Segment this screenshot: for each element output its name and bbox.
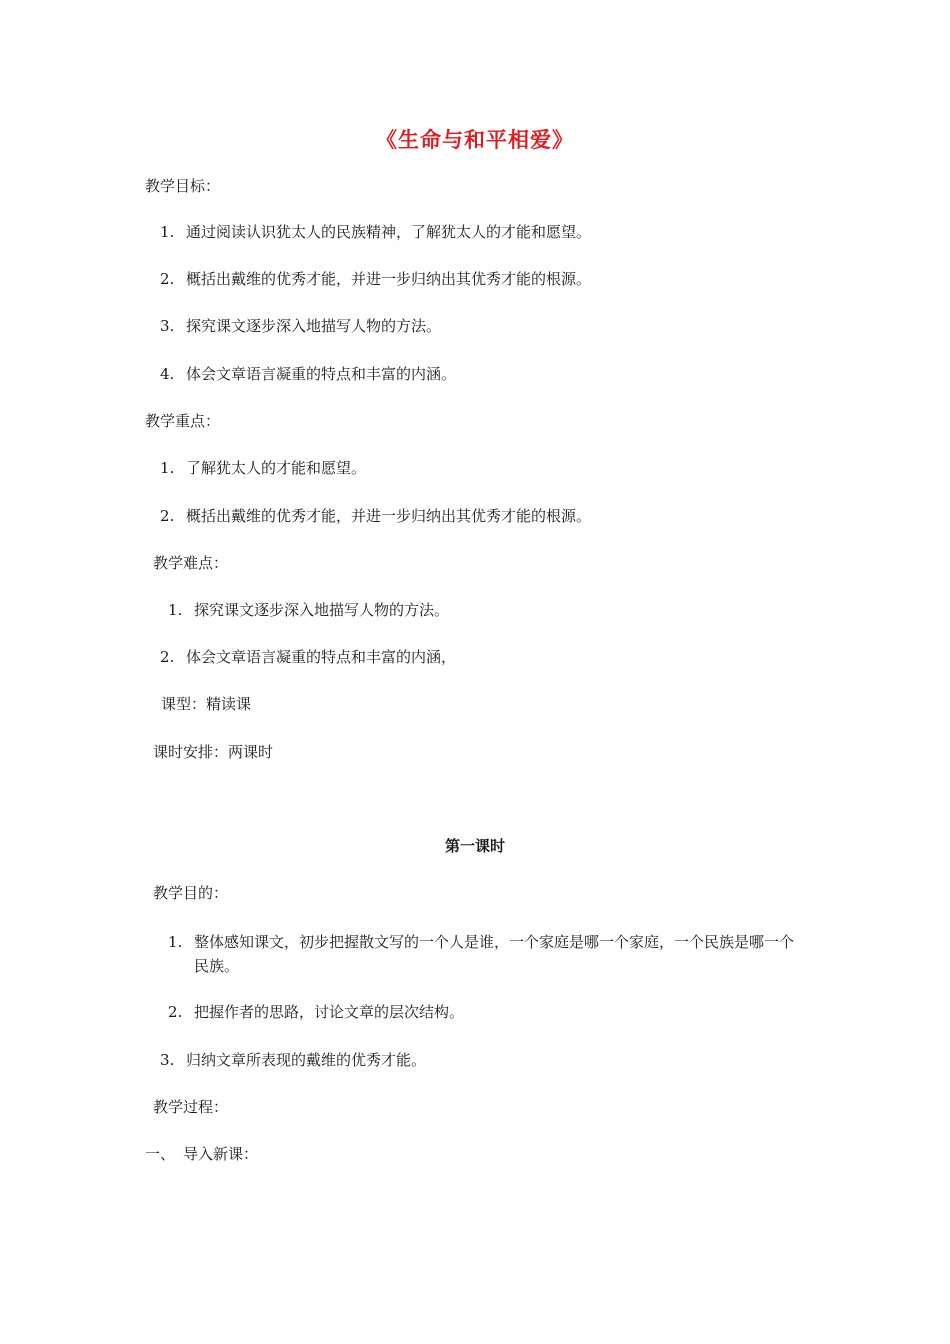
list-text: 探究课文逐步深入地描写人物的方法。 [194, 601, 450, 619]
key-points-heading: 教学重点： [145, 412, 221, 430]
lesson-type: 课型：精读课 [161, 695, 252, 713]
difficulty-item [168, 600, 449, 620]
process-step [145, 1144, 258, 1164]
key-point-item [160, 458, 366, 478]
list-number: 2. [168, 1003, 183, 1021]
list-text: 把握作者的思路，讨论文章的层次结构。 [194, 1003, 465, 1021]
list-text: 体会文章语言凝重的特点和丰富的内涵。 [186, 365, 457, 383]
difficulty-item [160, 647, 456, 667]
list-text: 整体感知课文，初步把握散文写的一个人是谁，一个家庭是哪一个家庭，一个民族是哪一个民族。 [194, 933, 795, 975]
objective-item [160, 316, 441, 336]
list-number: 2. [160, 648, 175, 666]
list-text: 归纳文章所表现的戴维的优秀才能。 [186, 1051, 427, 1069]
lesson-title: 第一课时 [444, 837, 505, 855]
list-number: 1. [168, 601, 183, 619]
list-number: 1. [168, 933, 183, 951]
list-number: 1. [160, 459, 175, 477]
process-heading: 教学过程： [153, 1098, 229, 1116]
list-text: 概括出戴维的优秀才能，并进一步归纳出其优秀才能的根源。 [186, 507, 592, 525]
aim-item [160, 1050, 426, 1070]
schedule: 课时安排：两课时 [153, 743, 274, 761]
list-number: 2. [160, 507, 175, 525]
objectives-heading: 教学目标： [145, 177, 221, 195]
list-text: 通过阅读认识犹太人的民族精神，了解犹太人的才能和愿望。 [186, 223, 592, 241]
aims-heading: 教学目的： [153, 884, 229, 902]
objective-item [160, 269, 591, 289]
aim-item [168, 1002, 464, 1022]
list-number: 3. [160, 317, 175, 335]
list-text: 概括出戴维的优秀才能，并进一步归纳出其优秀才能的根源。 [186, 270, 592, 288]
list-number: 1. [160, 223, 175, 241]
objective-item [160, 222, 591, 242]
step-text: 导入新课： [183, 1145, 259, 1163]
list-text: 了解犹太人的才能和愿望。 [186, 459, 367, 477]
list-number: 4. [160, 365, 175, 383]
document-title: 《生命与和平相爱》 [376, 128, 574, 152]
list-number: 2. [160, 270, 175, 288]
aim-item [168, 930, 808, 978]
key-point-item [160, 506, 591, 526]
objective-item [160, 364, 456, 384]
difficulties-heading: 教学难点： [153, 554, 229, 572]
step-number: 一、 [145, 1145, 176, 1163]
list-text: 探究课文逐步深入地描写人物的方法。 [186, 317, 442, 335]
list-text: 体会文章语言凝重的特点和丰富的内涵， [186, 648, 457, 666]
list-number: 3. [160, 1051, 175, 1069]
